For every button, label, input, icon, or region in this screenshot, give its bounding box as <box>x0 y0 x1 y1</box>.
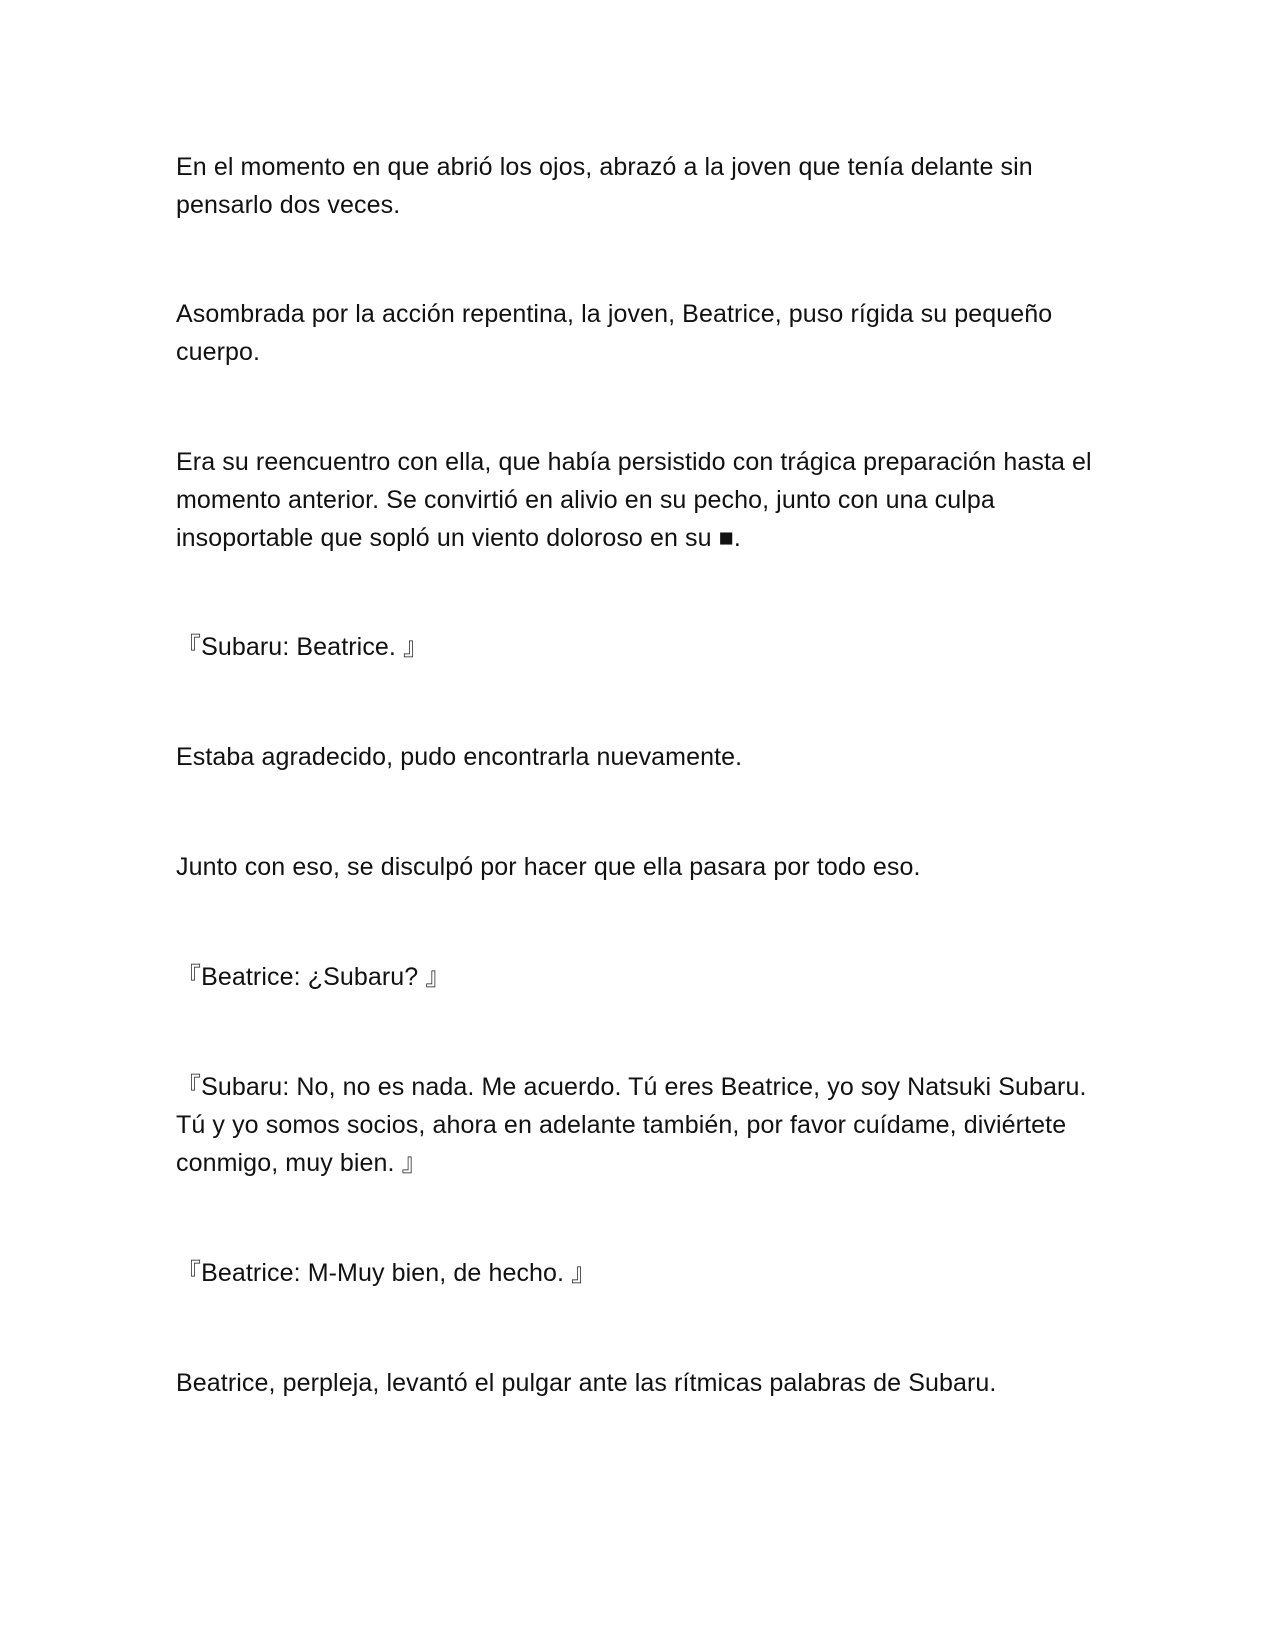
paragraph-6: Beatrice, perpleja, levantó el pulgar ante las rítmicas palabras de Subaru. <box>176 1369 997 1397</box>
dialogue-beatrice-2: 『Beatrice: M-Muy bien, de hecho. 』 <box>176 1259 597 1287</box>
dialogue-subaru-1: 『Subaru: Beatrice. 』 <box>176 633 429 661</box>
paragraph-5: Junto con eso, se disculpó por hacer que ella pasara por todo eso. <box>176 853 921 881</box>
paragraph-1: En el momento en que abrió los ojos, abrazó a la joven que tenía delante sin pensarlo dos veces. <box>176 153 1033 219</box>
paragraph-2: Asombrada por la acción repentina, la joven, Beatrice, puso rígida su pequeño cuerpo. <box>176 300 1053 366</box>
dialogue-beatrice-1: 『Beatrice: ¿Subaru? 』 <box>176 963 451 991</box>
dialogue-subaru-2: 『Subaru: No, no es nada. Me acuerdo. Tú eres Beatrice, yo soy Natsuki Subaru. Tú y yo somos socios, ahora en adelante también, por favor cuídame, diviértete conmigo, muy bien. 』 <box>176 1073 1087 1177</box>
paragraph-3: Era su reencuentro con ella, que había persistido con trágica preparación hasta el momento anterior. Se convirtió en alivio en su pecho, junto con una culpa insoportable que sopló un viento doloroso en su ■. <box>176 448 1092 552</box>
paragraph-4: Estaba agradecido, pudo encontrarla nuevamente. <box>176 743 743 771</box>
